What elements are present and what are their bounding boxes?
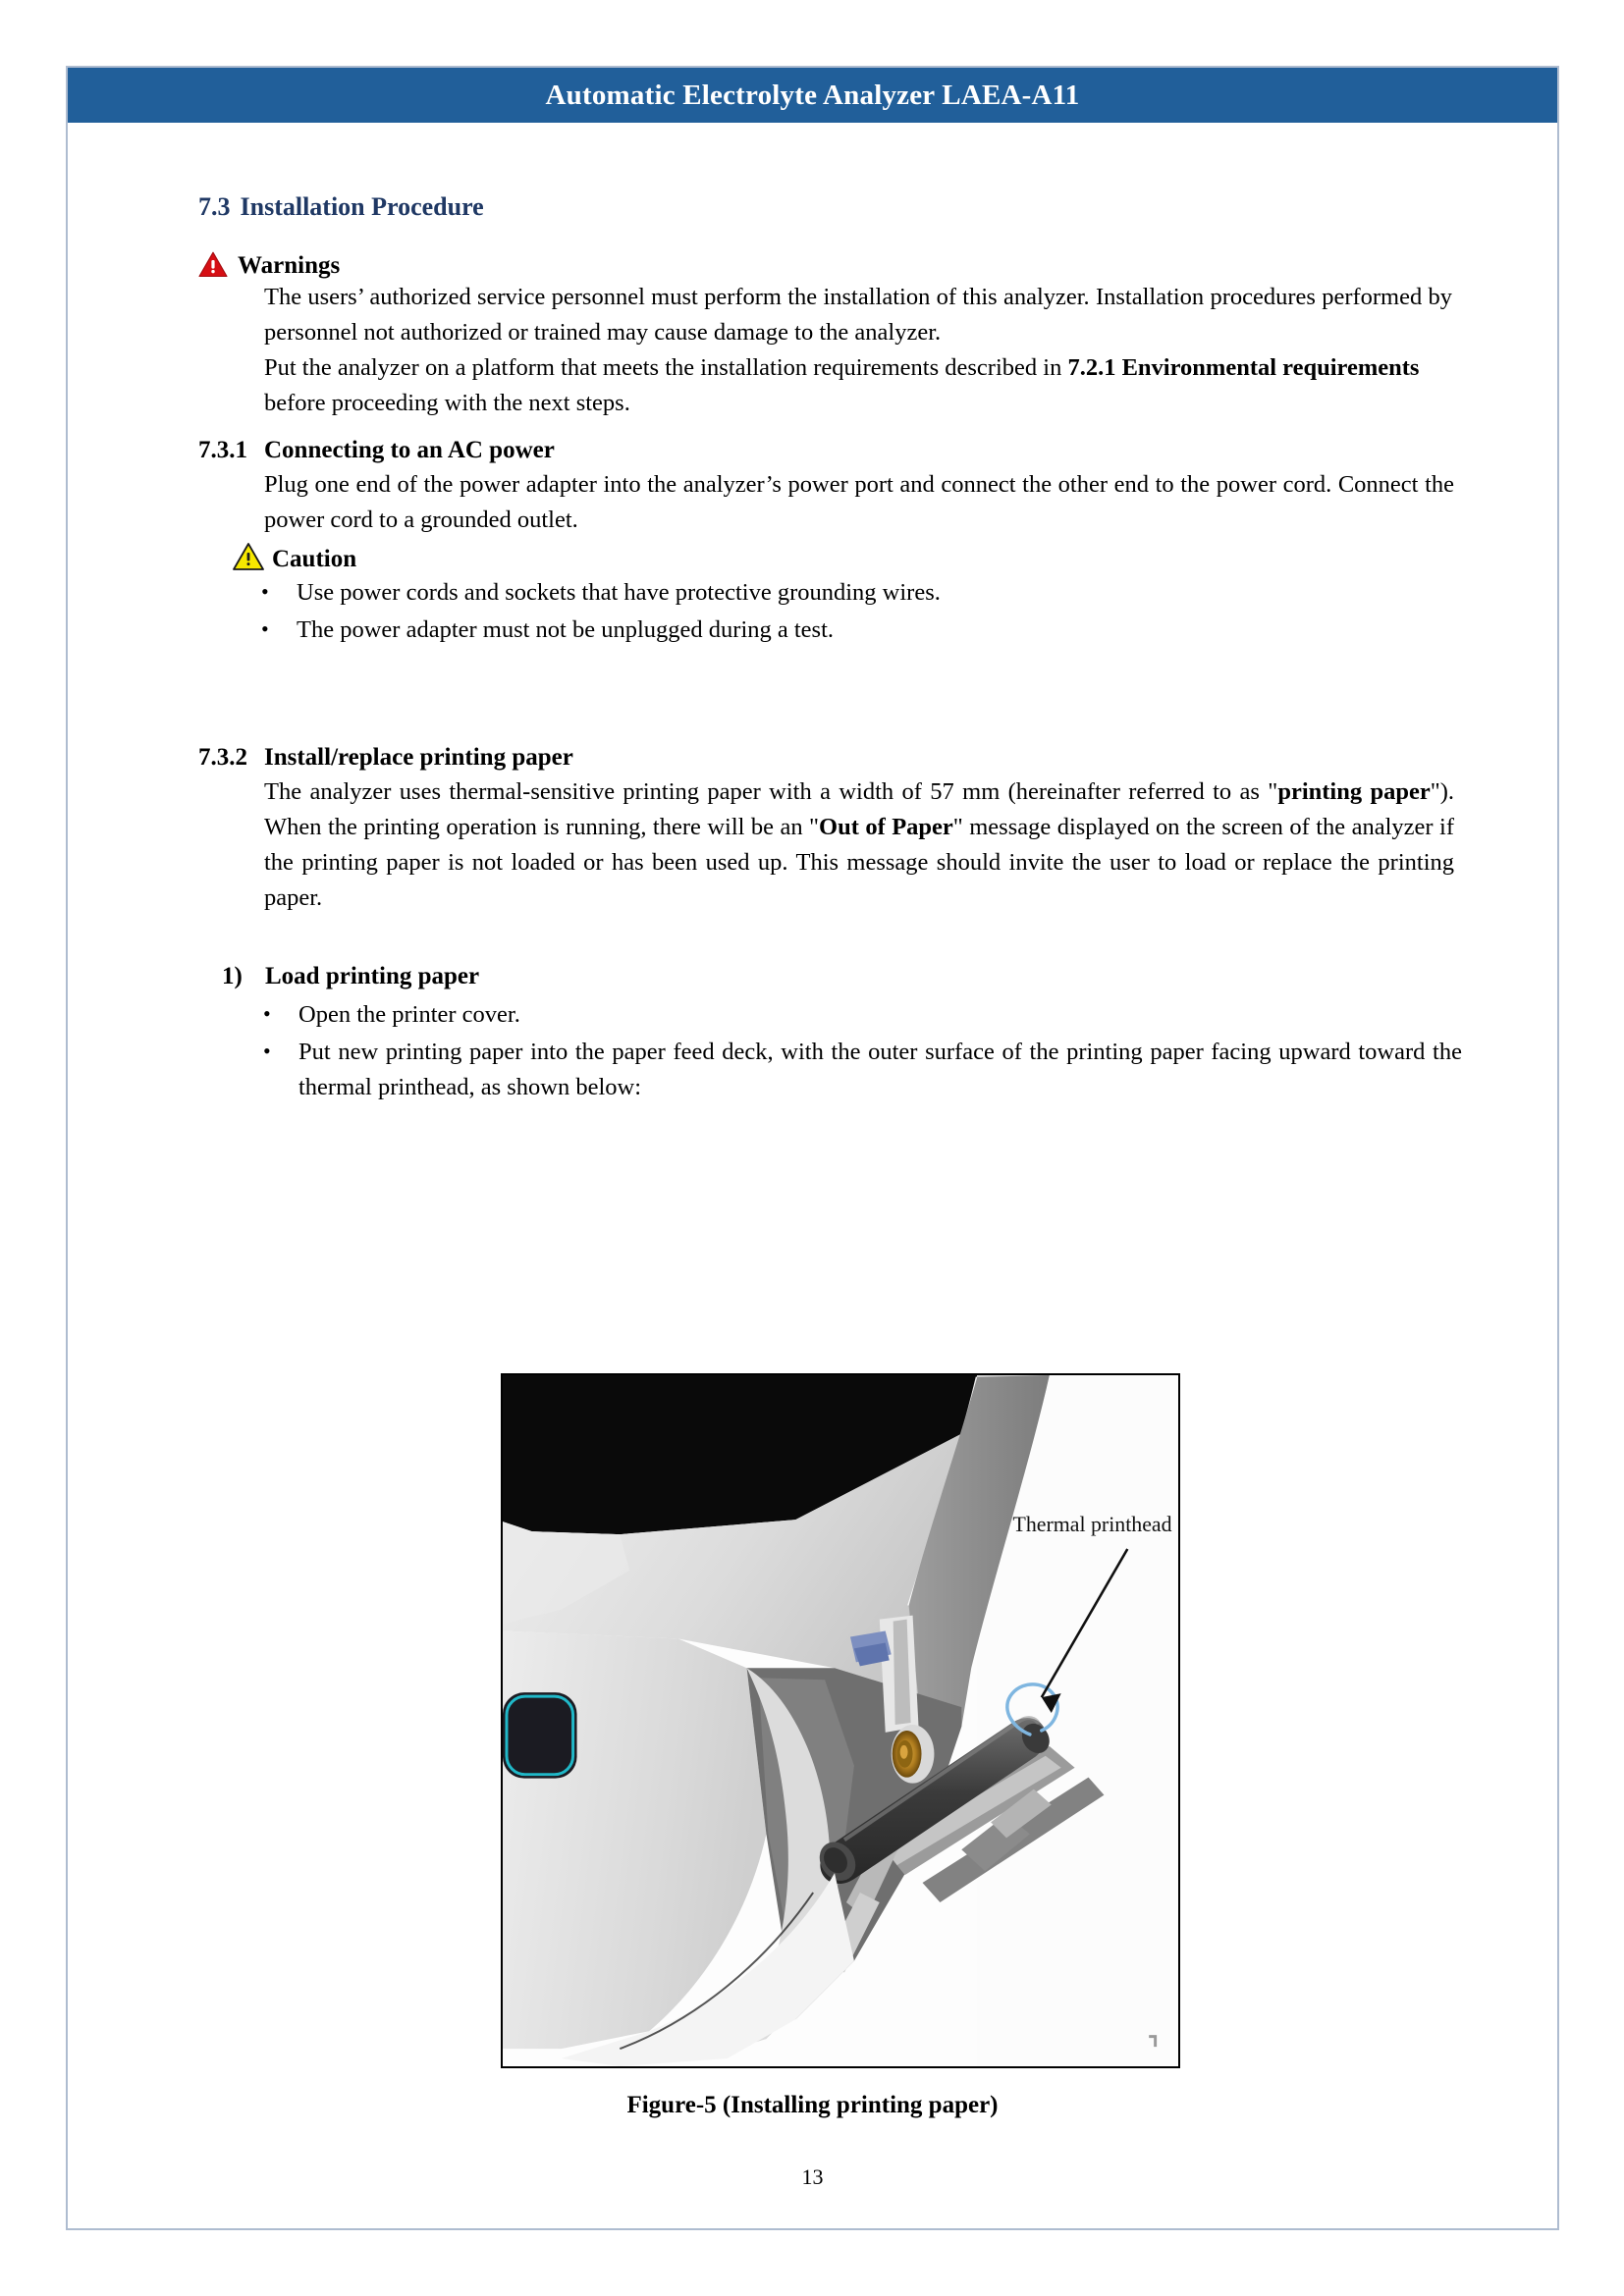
subsection-7-3-1-number: 7.3.1 — [198, 437, 247, 463]
subsection-7-3-1-title — [198, 434, 1460, 467]
load-printing-paper-number: 1) — [222, 963, 243, 989]
caution-list — [232, 575, 1459, 648]
caution-list-item: • The power adapter must not be unplugged during a test. — [232, 613, 1459, 648]
subsection-7-3-2-bold-2: Out of Paper — [819, 814, 953, 840]
section-title: Installation Procedure — [240, 192, 484, 221]
subsection-7-3-2-bold-1: printing paper — [1277, 778, 1431, 805]
warnings-paragraph-1: The users’ authorized service personnel must perform the installation of this analyzer. Installation procedures performed by personnel not authorized or trained may cause damage to the analyzer. — [264, 284, 1452, 346]
warnings-block — [198, 244, 1455, 421]
warnings-label: Warnings — [238, 252, 341, 279]
warnings-heading — [198, 244, 1455, 278]
subsection-7-3-2-body — [264, 774, 1454, 916]
load-printing-paper-label: Load printing paper — [265, 963, 480, 989]
warnings-paragraph-2-bold: 7.2.1 Environmental requirements — [1067, 354, 1420, 381]
document-page — [66, 66, 1559, 2230]
subsection-7-3-2-label: Install/replace printing paper — [264, 744, 573, 771]
load-printing-paper-list-item: • Put new printing paper into the paper feed deck, with the outer surface of the printing paper facing upward toward the thermal printhead, as shown below: — [222, 1035, 1462, 1105]
subsection-7-3-2-title — [198, 741, 1460, 774]
subsection-7-3-1-label: Connecting to an AC power — [264, 437, 555, 463]
warnings-paragraph-2-suffix: before proceeding with the next steps. — [264, 390, 630, 416]
load-printing-paper-list-item: • Open the printer cover. — [222, 997, 1462, 1033]
caution-triangle-yellow-icon — [232, 542, 265, 571]
subsection-7-3-2-text-2: "). When the printing operation is running, there will be an " — [264, 778, 1455, 840]
section-heading — [198, 192, 484, 222]
figure-caption: Figure-5 (Installing printing paper) — [626, 2092, 999, 2118]
caution-list-item: • Use power cords and sockets that have protective grounding wires. — [232, 575, 1459, 611]
load-printing-paper-title — [222, 960, 1459, 993]
page-content — [68, 123, 1557, 2228]
subsection-7-3-2 — [198, 741, 1460, 916]
caution-block — [232, 536, 1459, 650]
subsection-7-3-2-text-1: The analyzer uses thermal-sensitive printing paper with a width of 57 mm (hereinafter referred to as " — [264, 778, 1278, 805]
page-header-bar — [68, 68, 1557, 123]
caution-heading — [232, 536, 1459, 571]
thermal-printhead-label: Thermal printhead — [1012, 1513, 1172, 1537]
subsection-7-3-2-number: 7.3.2 — [198, 744, 247, 771]
subsection-7-3-2-text-3: " message displayed on the screen of the analyzer if the printing paper is not loaded or has been used up. This message should invite the user to load or replace the printing paper. — [264, 814, 1455, 911]
load-printing-paper-block — [222, 960, 1462, 1107]
document-title: Automatic Electrolyte Analyzer LAEA-A11 — [545, 79, 1080, 111]
warnings-paragraph-2 — [264, 350, 1452, 421]
section-number: 7.3 — [198, 192, 231, 221]
page-number: 13 — [801, 2164, 824, 2189]
subsection-7-3-1 — [198, 434, 1460, 538]
subsection-7-3-1-body: Plug one end of the power adapter into the analyzer’s power port and connect the other end to the power cord. Connect the power cord to a grounded outlet. — [264, 471, 1454, 533]
warnings-paragraph-2-prefix: Put the analyzer on a platform that meets the installation requirements described in — [264, 354, 1068, 381]
printer-paper-installation-figure — [501, 1373, 1180, 2068]
warning-triangle-red-icon — [198, 251, 228, 278]
caution-label: Caution — [272, 546, 357, 572]
load-printing-paper-list — [222, 997, 1462, 1105]
